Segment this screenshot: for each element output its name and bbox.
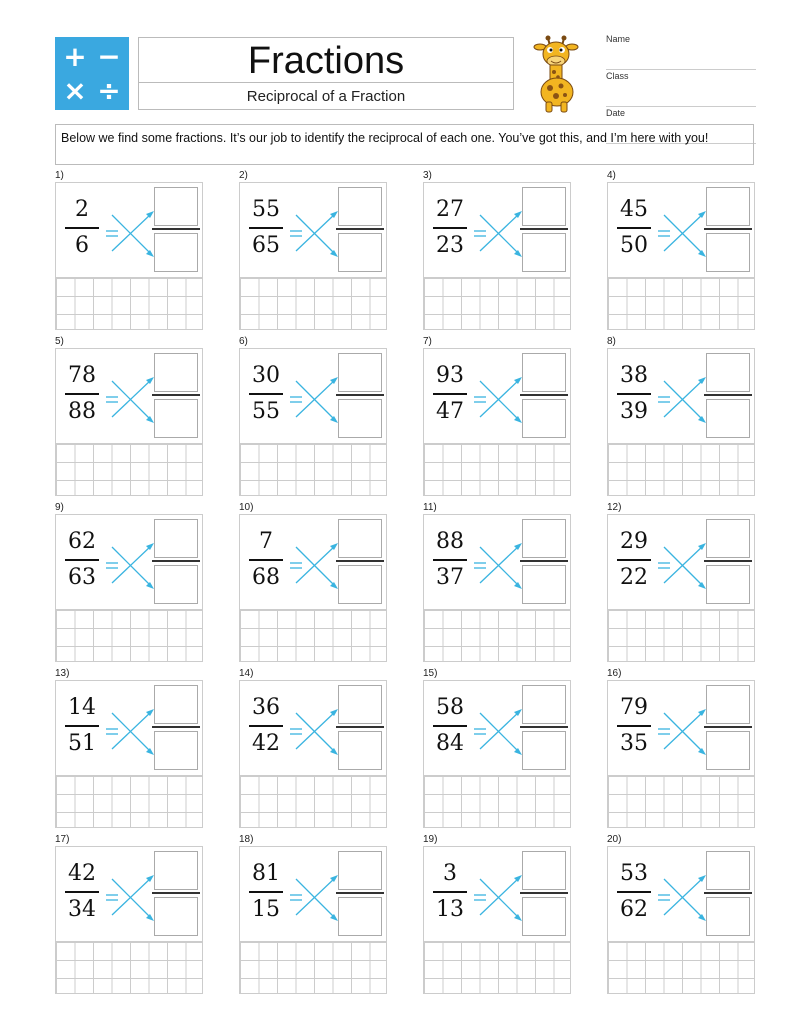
work-grid[interactable]: [56, 775, 203, 828]
problem-10: [239, 502, 387, 672]
given-fraction: [433, 695, 467, 757]
denominator: 6: [75, 233, 89, 258]
fraction-bar: [433, 725, 467, 727]
swap-arrows-icon: [472, 369, 524, 429]
given-fraction: [433, 861, 467, 923]
answer-denominator-box[interactable]: [522, 731, 566, 770]
work-grid[interactable]: [240, 941, 387, 994]
numerator: 27: [436, 197, 464, 222]
answer-denominator-box[interactable]: [706, 233, 750, 272]
denominator: 50: [620, 233, 648, 258]
given-fraction: [433, 363, 467, 425]
swap-arrows-icon: [472, 203, 524, 263]
denominator: 35: [620, 731, 648, 756]
given-fraction: [65, 529, 99, 591]
problem-panel: [423, 846, 571, 994]
problem-number: 8): [607, 336, 616, 347]
page-subtitle: Reciprocal of a Fraction: [246, 88, 406, 105]
answer-fraction-bar: [336, 560, 384, 562]
denominator: 55: [252, 399, 280, 424]
answer-fraction-bar: [520, 726, 568, 728]
answer-denominator-box[interactable]: [154, 399, 198, 438]
given-fraction: [65, 861, 99, 923]
numerator: 53: [620, 861, 648, 886]
problem-number: 1): [55, 170, 64, 181]
work-grid[interactable]: [424, 775, 571, 828]
fraction-bar: [617, 393, 651, 395]
work-grid[interactable]: [240, 277, 387, 330]
problem-panel: [239, 348, 387, 496]
numerator: 29: [620, 529, 648, 554]
denominator: 15: [252, 897, 280, 922]
answer-fraction-bar: [152, 394, 200, 396]
answer-numerator-box[interactable]: [338, 187, 382, 226]
denominator: 47: [436, 399, 464, 424]
date-field[interactable]: Date: [606, 108, 756, 144]
answer-fraction-bar: [704, 892, 752, 894]
fraction-bar: [617, 725, 651, 727]
denominator: 51: [68, 731, 96, 756]
answer-denominator-box[interactable]: [522, 897, 566, 936]
work-grid[interactable]: [240, 775, 387, 828]
problem-number: 16): [607, 668, 622, 679]
problem-13: [55, 668, 203, 838]
answer-numerator-box[interactable]: [154, 685, 198, 724]
answer-fraction-bar: [152, 560, 200, 562]
problem-panel: [607, 348, 755, 496]
numerator: 3: [443, 861, 457, 886]
swap-arrows-icon: [656, 701, 708, 761]
numerator: 79: [620, 695, 648, 720]
answer-numerator-box[interactable]: [154, 353, 198, 392]
fraction-bar: [65, 227, 99, 229]
problem-8: [607, 336, 755, 506]
answer-numerator-box[interactable]: [522, 851, 566, 890]
numerator: 14: [68, 695, 96, 720]
numerator: 88: [436, 529, 464, 554]
problem-2: [239, 170, 387, 340]
swap-arrows-icon: [472, 701, 524, 761]
problem-18: [239, 834, 387, 1004]
given-fraction: [249, 363, 283, 425]
answer-numerator-box[interactable]: [522, 685, 566, 724]
answer-fraction-bar: [520, 394, 568, 396]
numerator: 42: [68, 861, 96, 886]
answer-numerator-box[interactable]: [522, 187, 566, 226]
fraction-bar: [433, 393, 467, 395]
problem-number: 5): [55, 336, 64, 347]
problem-14: [239, 668, 387, 838]
work-grid[interactable]: [608, 443, 755, 496]
answer-denominator-box[interactable]: [338, 399, 382, 438]
answer-denominator-box[interactable]: [154, 897, 198, 936]
problem-19: [423, 834, 571, 1004]
given-fraction: [617, 695, 651, 757]
answer-fraction-bar: [704, 228, 752, 230]
divide-icon: ÷: [97, 74, 121, 107]
given-fraction: [249, 695, 283, 757]
answer-numerator-box[interactable]: [706, 187, 750, 226]
swap-arrows-icon: [656, 535, 708, 595]
answer-fraction-bar: [520, 228, 568, 230]
fraction-bar: [249, 393, 283, 395]
answer-denominator-box[interactable]: [338, 731, 382, 770]
answer-numerator-box[interactable]: [706, 519, 750, 558]
problem-panel: [423, 514, 571, 662]
answer-numerator-box[interactable]: [338, 851, 382, 890]
answer-denominator-box[interactable]: [338, 233, 382, 272]
problem-1: [55, 170, 203, 340]
problem-panel: [239, 182, 387, 330]
answer-fraction-bar: [152, 228, 200, 230]
answer-numerator-box[interactable]: [338, 353, 382, 392]
work-grid[interactable]: [56, 443, 203, 496]
name-field[interactable]: Name: [606, 34, 756, 70]
fraction-bar: [249, 559, 283, 561]
answer-denominator-box[interactable]: [522, 233, 566, 272]
work-grid[interactable]: [240, 609, 387, 662]
numerator: 2: [75, 197, 89, 222]
answer-denominator-box[interactable]: [154, 565, 198, 604]
problem-3: [423, 170, 571, 340]
instructions: Below we find some fractions. It’s our job to identify the reciprocal of each one. You’ve got this, and I’m here with you!: [55, 124, 754, 165]
work-grid[interactable]: [608, 775, 755, 828]
swap-arrows-icon: [472, 867, 524, 927]
fraction-bar: [249, 891, 283, 893]
answer-numerator-box[interactable]: [706, 685, 750, 724]
title-divider: [139, 82, 513, 83]
work-grid[interactable]: [56, 277, 203, 330]
problem-4: [607, 170, 755, 340]
problem-panel: [55, 680, 203, 828]
denominator: 84: [436, 731, 464, 756]
work-grid[interactable]: [56, 941, 203, 994]
answer-denominator-box[interactable]: [338, 565, 382, 604]
answer-fraction-bar: [336, 892, 384, 894]
work-grid[interactable]: [608, 277, 755, 330]
answer-fraction-bar: [520, 892, 568, 894]
problem-panel: [55, 182, 203, 330]
numerator: 7: [259, 529, 273, 554]
answer-numerator-box[interactable]: [154, 851, 198, 890]
problem-17: [55, 834, 203, 1004]
problem-number: 6): [239, 336, 248, 347]
given-fraction: [65, 197, 99, 259]
problem-panel: [55, 348, 203, 496]
problem-number: 17): [55, 834, 70, 845]
problem-5: [55, 336, 203, 506]
problem-number: 4): [607, 170, 616, 181]
problem-number: 2): [239, 170, 248, 181]
answer-fraction-bar: [152, 726, 200, 728]
given-fraction: [617, 861, 651, 923]
given-fraction: [433, 529, 467, 591]
answer-numerator-box[interactable]: [154, 187, 198, 226]
problem-panel: [607, 680, 755, 828]
swap-arrows-icon: [288, 369, 340, 429]
work-grid[interactable]: [424, 941, 571, 994]
answer-numerator-box[interactable]: [706, 353, 750, 392]
answer-fraction-bar: [336, 726, 384, 728]
problem-15: [423, 668, 571, 838]
swap-arrows-icon: [656, 867, 708, 927]
fraction-bar: [65, 559, 99, 561]
swap-arrows-icon: [656, 203, 708, 263]
fraction-bar: [617, 891, 651, 893]
answer-denominator-box[interactable]: [338, 897, 382, 936]
title-box: [138, 37, 514, 110]
answer-numerator-box[interactable]: [706, 851, 750, 890]
fraction-bar: [249, 227, 283, 229]
numerator: 55: [252, 197, 280, 222]
plus-icon: +: [63, 40, 87, 73]
problem-12: [607, 502, 755, 672]
denominator: 39: [620, 399, 648, 424]
answer-numerator-box[interactable]: [338, 519, 382, 558]
answer-denominator-box[interactable]: [706, 399, 750, 438]
problem-number: 19): [423, 834, 438, 845]
answer-denominator-box[interactable]: [522, 399, 566, 438]
problem-panel: [55, 514, 203, 662]
operations-logo: [55, 37, 129, 110]
minus-icon: −: [97, 40, 121, 73]
answer-fraction-bar: [152, 892, 200, 894]
problem-number: 3): [423, 170, 432, 181]
answer-numerator-box[interactable]: [338, 685, 382, 724]
given-fraction: [249, 861, 283, 923]
problem-7: [423, 336, 571, 506]
answer-numerator-box[interactable]: [154, 519, 198, 558]
answer-fraction-bar: [704, 560, 752, 562]
problem-number: 7): [423, 336, 432, 347]
numerator: 36: [252, 695, 280, 720]
fraction-bar: [433, 891, 467, 893]
problem-11: [423, 502, 571, 672]
given-fraction: [617, 197, 651, 259]
problem-panel: [239, 514, 387, 662]
answer-fraction-bar: [336, 228, 384, 230]
problem-number: 10): [239, 502, 254, 513]
denominator: 42: [252, 731, 280, 756]
fraction-bar: [65, 891, 99, 893]
swap-arrows-icon: [656, 369, 708, 429]
denominator: 23: [436, 233, 464, 258]
problem-panel: [607, 514, 755, 662]
answer-fraction-bar: [704, 394, 752, 396]
numerator: 38: [620, 363, 648, 388]
numerator: 58: [436, 695, 464, 720]
work-grid[interactable]: [608, 609, 755, 662]
denominator: 88: [68, 399, 96, 424]
swap-arrows-icon: [104, 701, 156, 761]
given-fraction: [249, 529, 283, 591]
fraction-bar: [433, 559, 467, 561]
denominator: 63: [68, 565, 96, 590]
problem-9: [55, 502, 203, 672]
given-fraction: [617, 363, 651, 425]
work-grid[interactable]: [608, 941, 755, 994]
fraction-bar: [433, 227, 467, 229]
times-icon: ×: [63, 74, 87, 107]
numerator: 78: [68, 363, 96, 388]
problem-number: 9): [55, 502, 64, 513]
swap-arrows-icon: [104, 535, 156, 595]
fraction-bar: [65, 725, 99, 727]
numerator: 62: [68, 529, 96, 554]
problem-panel: [607, 846, 755, 994]
giraffe-icon: [528, 34, 586, 114]
swap-arrows-icon: [288, 701, 340, 761]
answer-denominator-box[interactable]: [706, 897, 750, 936]
problem-panel: [423, 182, 571, 330]
work-grid[interactable]: [240, 443, 387, 496]
given-fraction: [617, 529, 651, 591]
denominator: 37: [436, 565, 464, 590]
numerator: 30: [252, 363, 280, 388]
answer-fraction-bar: [704, 726, 752, 728]
work-grid[interactable]: [424, 443, 571, 496]
problem-panel: [423, 348, 571, 496]
problem-panel: [55, 846, 203, 994]
problem-number: 18): [239, 834, 254, 845]
answer-numerator-box[interactable]: [522, 353, 566, 392]
swap-arrows-icon: [472, 535, 524, 595]
denominator: 68: [252, 565, 280, 590]
problem-panel: [239, 846, 387, 994]
answer-denominator-box[interactable]: [522, 565, 566, 604]
denominator: 22: [620, 565, 648, 590]
problem-16: [607, 668, 755, 838]
denominator: 65: [252, 233, 280, 258]
denominator: 13: [436, 897, 464, 922]
answer-denominator-box[interactable]: [154, 233, 198, 272]
fraction-bar: [617, 559, 651, 561]
problem-panel: [607, 182, 755, 330]
swap-arrows-icon: [104, 369, 156, 429]
swap-arrows-icon: [288, 535, 340, 595]
fraction-bar: [249, 725, 283, 727]
denominator: 62: [620, 897, 648, 922]
given-fraction: [65, 363, 99, 425]
problem-20: [607, 834, 755, 1004]
problem-number: 11): [423, 502, 437, 513]
answer-denominator-box[interactable]: [154, 731, 198, 770]
answer-numerator-box[interactable]: [522, 519, 566, 558]
answer-fraction-bar: [336, 394, 384, 396]
answer-denominator-box[interactable]: [706, 565, 750, 604]
answer-denominator-box[interactable]: [706, 731, 750, 770]
fraction-bar: [65, 393, 99, 395]
problem-number: 13): [55, 668, 70, 679]
numerator: 45: [620, 197, 648, 222]
class-field[interactable]: Class: [606, 71, 756, 107]
page-title: Fractions: [247, 40, 405, 82]
work-grid[interactable]: [56, 609, 203, 662]
problem-panel: [423, 680, 571, 828]
numerator: 81: [252, 861, 280, 886]
problem-number: 14): [239, 668, 254, 679]
swap-arrows-icon: [104, 867, 156, 927]
denominator: 34: [68, 897, 96, 922]
answer-fraction-bar: [520, 560, 568, 562]
work-grid[interactable]: [424, 609, 571, 662]
numerator: 93: [436, 363, 464, 388]
problem-number: 15): [423, 668, 438, 679]
given-fraction: [433, 197, 467, 259]
given-fraction: [65, 695, 99, 757]
swap-arrows-icon: [288, 203, 340, 263]
fraction-bar: [617, 227, 651, 229]
problem-panel: [239, 680, 387, 828]
problem-number: 20): [607, 834, 622, 845]
given-fraction: [249, 197, 283, 259]
problem-6: [239, 336, 387, 506]
swap-arrows-icon: [104, 203, 156, 263]
problem-number: 12): [607, 502, 622, 513]
work-grid[interactable]: [424, 277, 571, 330]
swap-arrows-icon: [288, 867, 340, 927]
